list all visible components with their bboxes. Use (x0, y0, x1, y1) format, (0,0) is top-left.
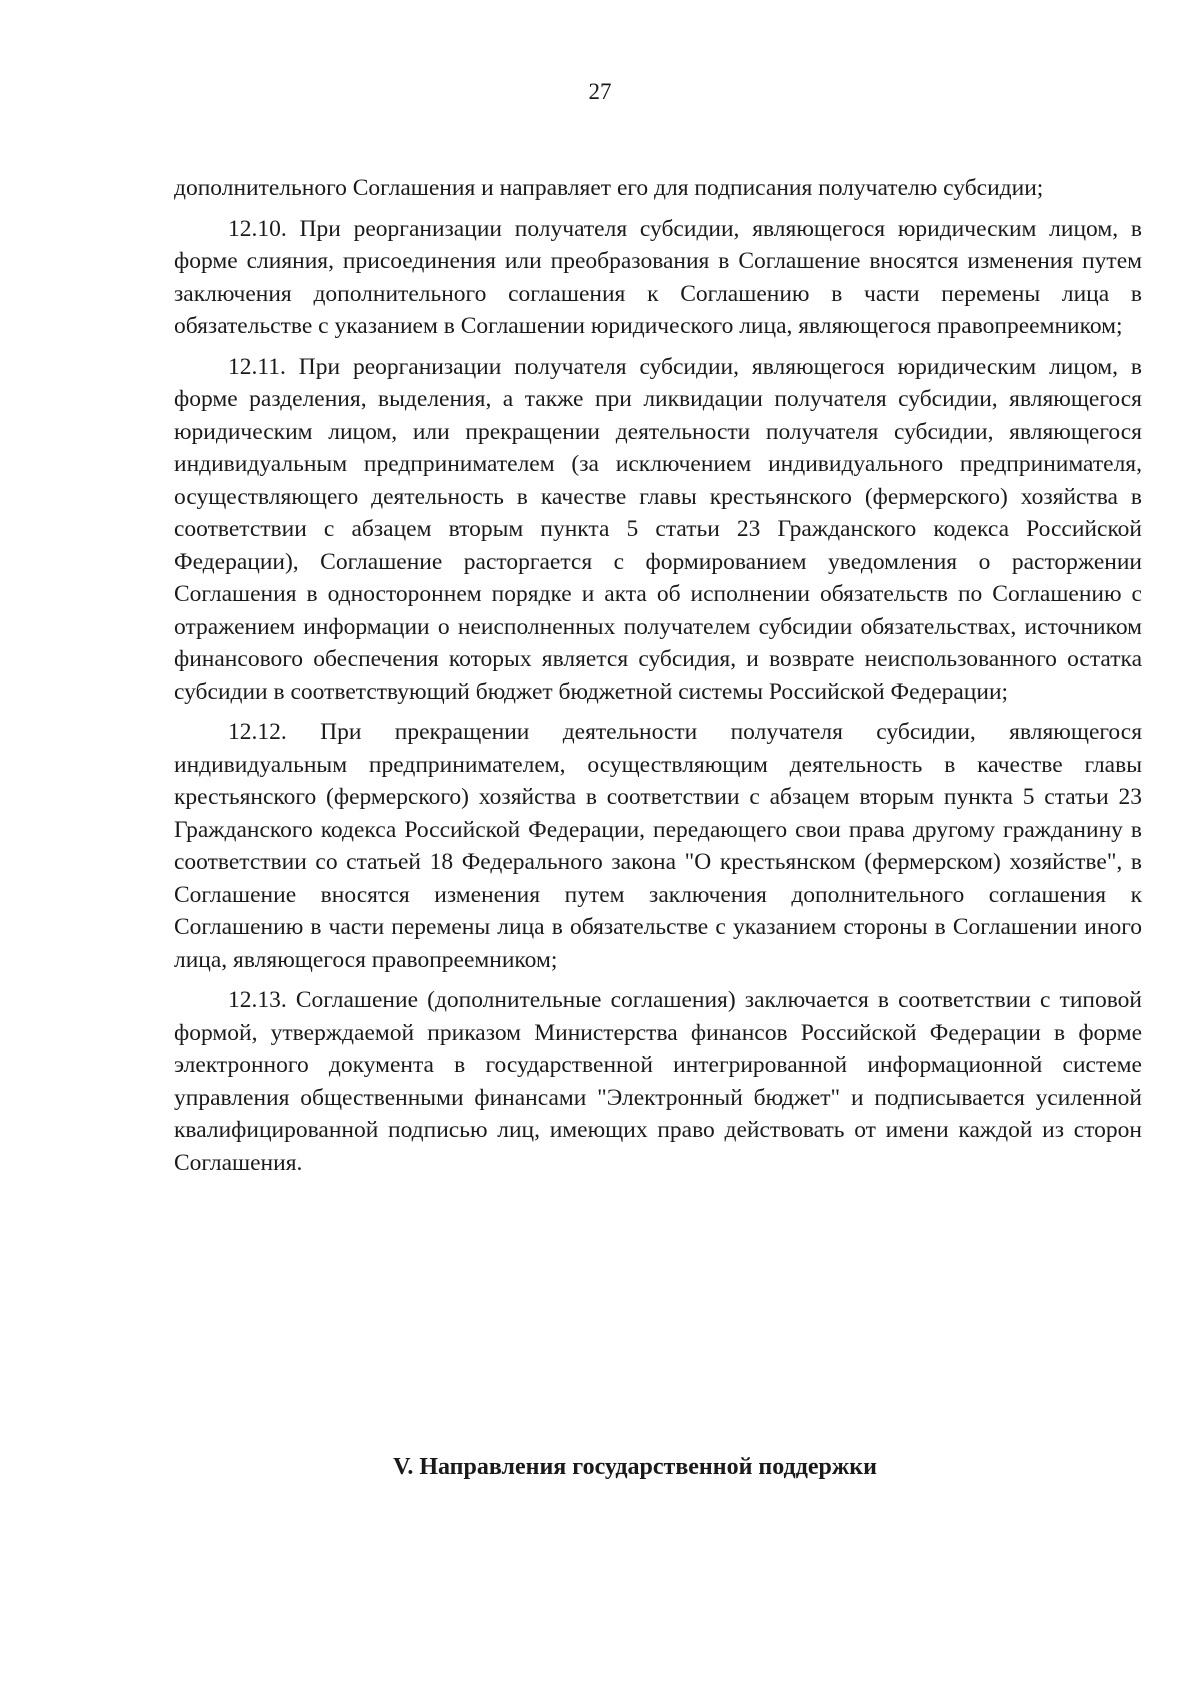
paragraph-12-10: 12.10. При реорганизации получателя субсидии, являющегося юридическим лицом, в форме слияния, присоединения или преобразования в Соглашение вносятся изменения путем заключения дополнительного соглашения к Соглашению в части перемены лица в обязательстве с указанием в Соглашении юридического лица, являющегося правопреемником; (174, 215, 1142, 339)
paragraph-12-12: 12.12. При прекращении деятельности получателя субсидии, являющегося индивидуальным предпринимателем, осуществляющим деятельность в качестве главы крестьянского (фермерского) хозяйства в соответствии с абзацем вторым пункта 5 статьи 23 Гражданского кодекса Российской Федерации, передающего свои права другому гражданину в соответствии со статьей 18 Федерального закона "О крестьянском (фермерском) хозяйстве", в Соглашение вносятся изменения путем заключения дополнительного соглашения к Соглашению в части перемены лица в обязательстве с указанием стороны в Соглашении иного лица, являющегося правопреемником; (174, 719, 1142, 973)
document-body (174, 172, 1142, 1187)
section-heading: V. Направления государственной поддержки (393, 1454, 877, 1480)
paragraph-12-11: 12.11. При реорганизации получателя субсидии, являющегося юридическим лицом, в форме разделения, выделения, а также при ликвидации получателя субсидии, являющегося юридическим лицом, или прекращении деятельности получателя субсидии, являющегося индивидуальным предпринимателем (за исключением индивидуального предпринимателя, осуществляющего деятельность в качестве главы крестьянского (фермерского) хозяйства в соответствии с абзацем вторым пункта 5 статьи 23 Гражданского кодекса Российской Федерации), Соглашение расторгается с формированием уведомления о расторжении Соглашения в одностороннем порядке и акта об исполнении обязательств по Соглашению с отражением информации о неисполненных получателем субсидии обязательствах, источником финансового обеспечения которых является субсидия, и возврате неиспользованного остатка субсидии в соответствующий бюджет бюджетной системы Российской Федерации; (174, 353, 1142, 705)
paragraph-continuation: дополнительного Соглашения и направляет его для подписания получателю субсидии; (174, 175, 1044, 201)
page-number: 27 (588, 79, 612, 104)
paragraph-12-13: 12.13. Соглашение (дополнительные соглашения) заключается в соответствии с типовой формой, утверждаемой приказом Министерства финансов Российской Федерации в форме электронного документа в государственной интегрированной информационной системе управления общественными финансами "Электронный бюджет" и подписывается усиленной квалифицированной подписью лиц, имеющих право действовать от имени каждой из сторон Соглашения. (174, 987, 1142, 1176)
